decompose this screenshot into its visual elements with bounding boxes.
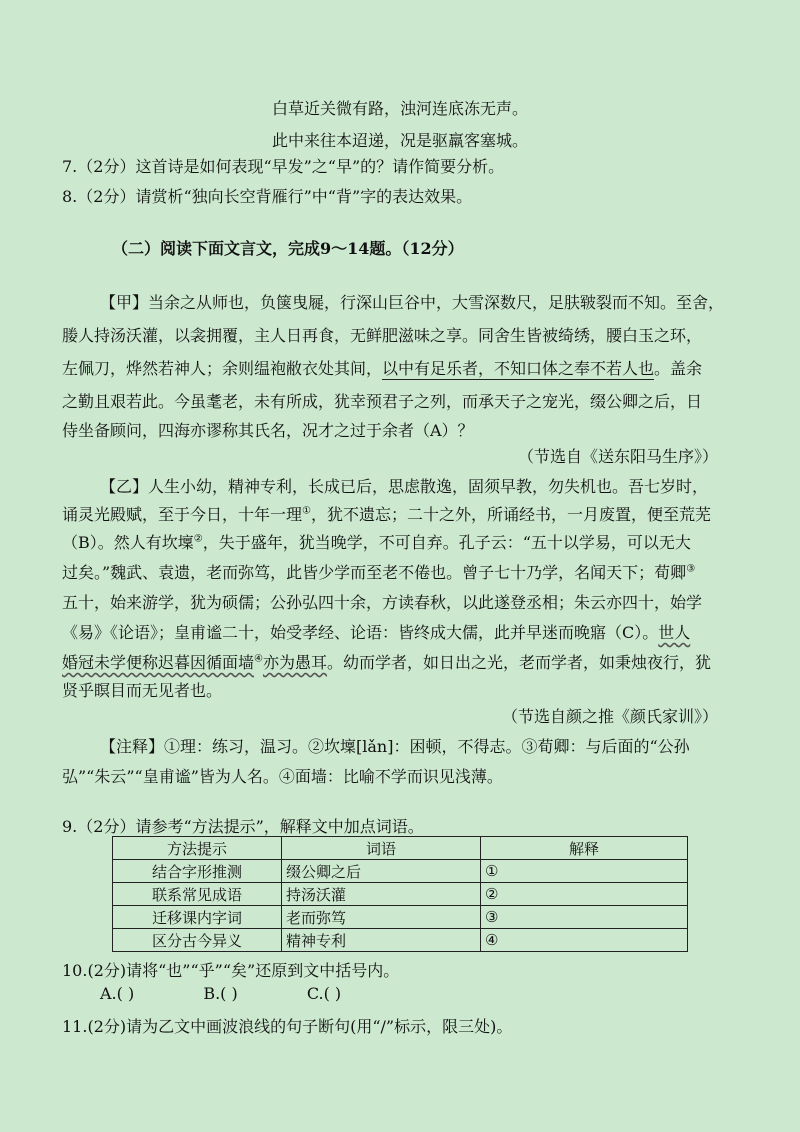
table-cell: 迁移课内字词: [113, 906, 282, 929]
question-8: 8.（2分）请赏析“独向长空背雁行”中“背”字的表达效果。: [62, 187, 473, 206]
notes-line-1: 【注释】①理：练习，温习。②坎壈[lǎn]：困顿，不得志。③荀卿：与后面的“公孙: [100, 737, 690, 756]
table-cell: ④: [481, 929, 688, 952]
jia-source: （节选自《送东阳马生序》）: [517, 447, 718, 466]
jia-line-3: 左佩刀，烨然若神人；余则缊袍敝衣处其间，以中有足乐者，不知口体之奉不若人也。盖余: [62, 359, 703, 378]
table-cell: 结合字形推测: [113, 860, 282, 883]
question-11: 11.(2分)请为乙文中画波浪线的句子断句(用“/”标示，限三处)。: [62, 1017, 513, 1036]
table-header-row: [113, 837, 688, 860]
table-header: 解释: [481, 837, 688, 860]
question-7: 7.（2分）这首诗是如何表现“早发”之“早”的？请作简要分析。: [62, 157, 505, 176]
table-cell: 老而弥笃: [282, 906, 481, 929]
jia-line-5: 侍坐备顾问，四海亦谬称其氏名，况才之过于余者（A）？: [62, 421, 474, 440]
table-row: [113, 883, 688, 906]
yi-line-2: 诵灵光殿赋，至于今日，十年一理①，犹不遗忘；二十之外，所诵经书，一月废置，便至荒芜: [62, 505, 711, 524]
yi-line-1: 【乙】人生小幼，精神专利，长成已后，思虑散逸，固须早教，勿失机也。吾七岁时，: [100, 477, 709, 496]
table-cell: 精神专利: [282, 929, 481, 952]
question-10: 10.(2分)请将“也”“乎”“矣”还原到文中括号内。: [62, 961, 400, 980]
method-table: [112, 836, 688, 952]
choice-c: C.( ): [306, 984, 342, 1003]
table-cell: 联系常见成语: [113, 883, 282, 906]
answer-choices: [100, 984, 405, 1003]
table-row: [113, 906, 688, 929]
yi-line-7: 婚冠未学便称迟暮因循面墙④亦为愚耳。幼而学者，如日出之光，老而学者，如秉烛夜行，犹: [62, 653, 712, 672]
table-row: [113, 929, 688, 952]
jia-line-1: 【甲】当余之从师也，负箧曳屣，行深山巨谷中，大雪深数尺，足肤皲裂而不知。至舍，: [100, 293, 725, 312]
jia-line-2: 媵人持汤沃灌，以衾拥覆，主人日再食，无鲜肥滋味之享。同舍生皆被绮绣，腰白玉之环，: [62, 326, 703, 345]
table-header: 方法提示: [113, 837, 282, 860]
yi-line-5: 五十，始来游学，犹为硕儒；公孙弘四十余，方读春秋，以此遂登丞相；朱云亦四十，始学: [62, 593, 703, 612]
choice-a: A.( ): [100, 984, 135, 1003]
question-9: 9.（2分）请参考“方法提示”，解释文中加点词语。: [62, 817, 424, 836]
table-row: [113, 860, 688, 883]
table-cell: ②: [481, 883, 688, 906]
notes-line-2: 弘”“朱云”“皇甫谧”皆为人名。④面墙：比喻不学而识见浅薄。: [62, 767, 503, 786]
table-header: 词语: [282, 837, 481, 860]
yi-line-3: （B）。然人有坎壈②，失于盛年，犹当晚学，不可自弃。孔子云：“五十以学易，可以无大: [62, 533, 691, 552]
poem-line-1: 白草近关微有路，浊河连底冻无声。: [271, 99, 528, 118]
section-heading: （二）阅读下面文言文，完成9～14题。（12分）: [112, 239, 464, 258]
table-cell: 缀公卿之后: [282, 860, 481, 883]
choice-b: B.( ): [203, 984, 238, 1003]
yi-source: （节选自颜之推《颜氏家训》）: [501, 707, 718, 726]
jia-line-4: 之勤且艰若此。今虽耄老，未有所成，犹幸预君子之列，而承天子之宠光，缀公卿之后，日: [62, 392, 703, 411]
table-cell: 持汤沃灌: [282, 883, 481, 906]
yi-line-6: 《易》《论语》；皇甫谧二十，始受孝经、论语：皆终成大儒，此并早迷而晚寤（C）。世人: [62, 623, 691, 642]
yi-line-4: 过矣。”魏武、袁遗，老而弥笃，此皆少学而至老不倦也。曾子七十乃学，名闻天下；荀卿③: [62, 563, 696, 582]
table-cell: 区分古今异义: [113, 929, 282, 952]
table-cell: ③: [481, 906, 688, 929]
poem-line-2: 此中来往本迢递，况是驱羸客塞城。: [271, 131, 528, 150]
table-cell: ①: [481, 860, 688, 883]
yi-wavy-sentence: 婚冠未学便称迟暮因循面墙: [62, 653, 255, 672]
yi-line-8: 贤乎瞑目而无见者也。: [62, 681, 223, 700]
jia-underlined-sentence: 以中有足乐者，不知口体之奉不若人也: [382, 359, 655, 378]
